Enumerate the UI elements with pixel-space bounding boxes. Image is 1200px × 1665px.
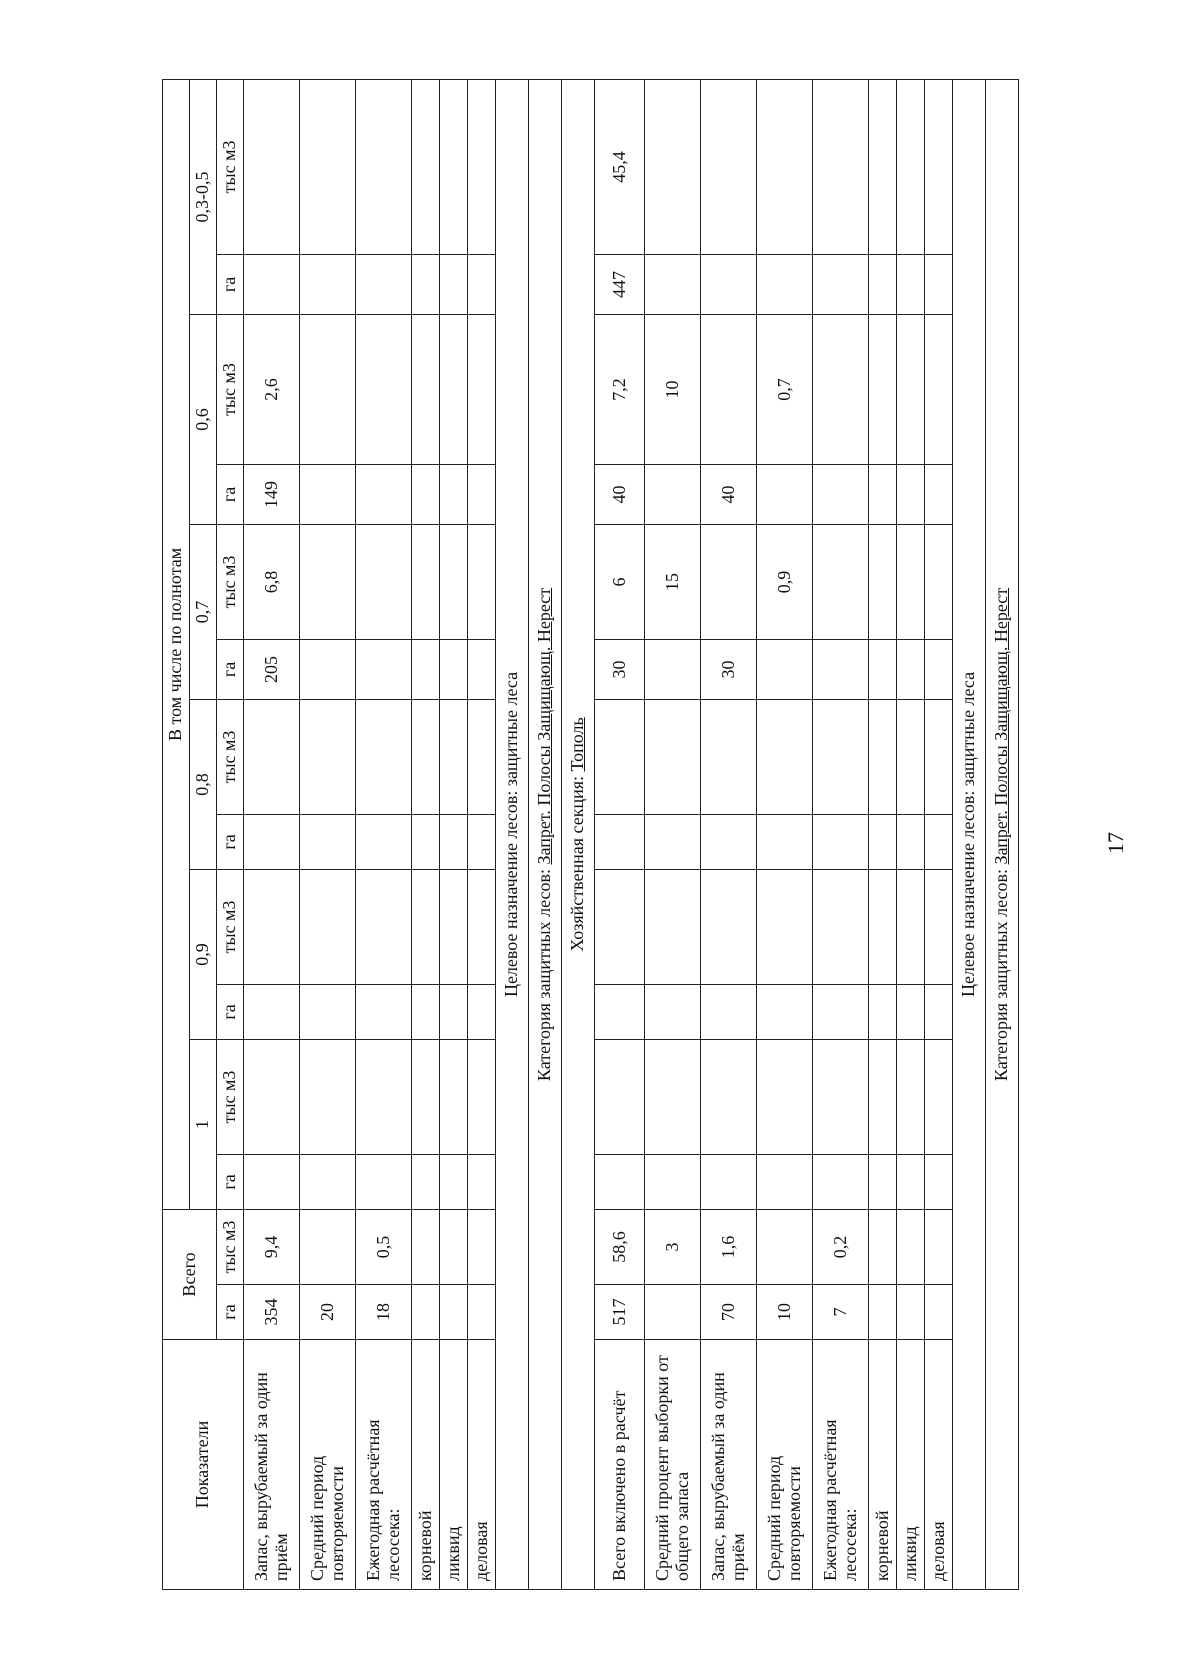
table-cell bbox=[412, 639, 440, 699]
table-cell bbox=[757, 984, 813, 1039]
table-cell bbox=[440, 639, 468, 699]
table-cell: 10 bbox=[757, 1285, 813, 1340]
table-cell bbox=[869, 1039, 897, 1154]
table-cell bbox=[468, 464, 496, 524]
table-cell bbox=[645, 639, 701, 699]
table-cell bbox=[925, 1154, 953, 1209]
table-cell bbox=[645, 1285, 701, 1340]
table-cell bbox=[701, 814, 757, 869]
table-row bbox=[244, 79, 300, 1589]
table-cell bbox=[440, 254, 468, 314]
table-cell bbox=[412, 869, 440, 984]
table-row bbox=[813, 79, 869, 1589]
table-cell bbox=[813, 1039, 869, 1154]
table-cell bbox=[468, 984, 496, 1039]
table-cell: 15 bbox=[645, 524, 701, 639]
row-label: Средний процент выборки от общего запаса bbox=[645, 1340, 701, 1590]
table-cell bbox=[468, 1039, 496, 1154]
section-1-body bbox=[244, 79, 496, 1589]
table-cell bbox=[300, 814, 356, 869]
table-cell bbox=[468, 1285, 496, 1340]
table-cell bbox=[645, 1039, 701, 1154]
unit-vol: тыс м3 bbox=[217, 1209, 244, 1284]
table-cell bbox=[897, 1154, 925, 1209]
table-cell bbox=[244, 79, 300, 254]
table-cell: 18 bbox=[356, 1285, 412, 1340]
row-label: корневой bbox=[412, 1340, 440, 1590]
table-cell bbox=[869, 869, 897, 984]
table-cell bbox=[440, 869, 468, 984]
table-cell bbox=[925, 699, 953, 814]
table-cell bbox=[897, 314, 925, 464]
table-cell bbox=[300, 464, 356, 524]
table-cell bbox=[925, 814, 953, 869]
table-row bbox=[701, 79, 757, 1589]
table-cell bbox=[412, 79, 440, 254]
table-row bbox=[925, 79, 953, 1589]
table-cell bbox=[300, 314, 356, 464]
row-label: деловая bbox=[925, 1340, 953, 1590]
table-cell bbox=[813, 639, 869, 699]
table-cell bbox=[757, 814, 813, 869]
table-cell bbox=[925, 869, 953, 984]
table-row bbox=[869, 79, 897, 1589]
table-cell bbox=[869, 79, 897, 254]
table-cell bbox=[757, 79, 813, 254]
table-cell bbox=[356, 464, 412, 524]
table-cell bbox=[645, 984, 701, 1039]
section-2-heading bbox=[496, 79, 595, 1589]
table-cell bbox=[897, 1209, 925, 1284]
table-cell bbox=[356, 1154, 412, 1209]
density-0-9: 0,9 bbox=[190, 869, 217, 1039]
table-cell bbox=[412, 314, 440, 464]
section-2-body bbox=[595, 79, 953, 1589]
density-0-8: 0,8 bbox=[190, 699, 217, 869]
table-cell bbox=[897, 254, 925, 314]
density-0-3-0-5: 0,3-0,5 bbox=[190, 79, 217, 314]
table-cell bbox=[412, 984, 440, 1039]
table-cell bbox=[468, 869, 496, 984]
table-cell bbox=[925, 1209, 953, 1284]
category-value: Запрет. Полосы Защищающ. Нерест bbox=[534, 587, 555, 865]
table-cell bbox=[244, 814, 300, 869]
table-cell bbox=[813, 524, 869, 639]
table-row bbox=[356, 79, 412, 1589]
econ-prefix: Хозяйственная секция: bbox=[567, 771, 588, 952]
table-cell bbox=[757, 1039, 813, 1154]
table-cell bbox=[869, 254, 897, 314]
table-cell bbox=[356, 524, 412, 639]
table-cell bbox=[356, 79, 412, 254]
table-cell bbox=[757, 254, 813, 314]
table-cell: 58,6 bbox=[595, 1209, 645, 1284]
table-cell bbox=[925, 79, 953, 254]
table-cell bbox=[440, 464, 468, 524]
table-cell bbox=[356, 699, 412, 814]
density-0-6: 0,6 bbox=[190, 314, 217, 524]
table-cell bbox=[440, 79, 468, 254]
table-cell bbox=[300, 869, 356, 984]
table-cell bbox=[813, 869, 869, 984]
table-cell bbox=[925, 524, 953, 639]
table-cell bbox=[813, 464, 869, 524]
econ-value: Тополь bbox=[567, 717, 588, 772]
table-cell bbox=[925, 984, 953, 1039]
table-cell bbox=[645, 869, 701, 984]
table-cell: 6 bbox=[595, 524, 645, 639]
table-cell bbox=[869, 1209, 897, 1284]
rotated-table-wrapper bbox=[162, 80, 1057, 1590]
table-cell bbox=[925, 639, 953, 699]
table-cell bbox=[440, 1039, 468, 1154]
table-cell bbox=[356, 814, 412, 869]
row-label: ликвид bbox=[440, 1340, 468, 1590]
unit-ha: га bbox=[217, 984, 244, 1039]
table-cell bbox=[595, 869, 645, 984]
table-cell bbox=[757, 639, 813, 699]
unit-ha: га bbox=[217, 1285, 244, 1340]
table-cell bbox=[244, 869, 300, 984]
table-cell bbox=[468, 1154, 496, 1209]
table-row bbox=[440, 79, 468, 1589]
table-cell: 9,4 bbox=[244, 1209, 300, 1284]
table-cell bbox=[897, 1039, 925, 1154]
unit-vol: тыс м3 bbox=[217, 524, 244, 639]
row-label: Всего включено в расчёт bbox=[595, 1340, 645, 1590]
table-cell bbox=[412, 1209, 440, 1284]
table-cell bbox=[701, 254, 757, 314]
table-cell bbox=[925, 1039, 953, 1154]
table-cell bbox=[897, 814, 925, 869]
table-cell bbox=[356, 639, 412, 699]
table-cell bbox=[701, 314, 757, 464]
table-cell bbox=[869, 524, 897, 639]
table-cell bbox=[897, 699, 925, 814]
table-row bbox=[412, 79, 440, 1589]
row-label: ликвид bbox=[897, 1340, 925, 1590]
table-cell bbox=[468, 524, 496, 639]
table-cell bbox=[813, 814, 869, 869]
purpose-line: Целевое назначение лесов: защитные леса bbox=[496, 79, 529, 1589]
row-label: деловая bbox=[468, 1340, 496, 1590]
unit-ha: га bbox=[217, 1154, 244, 1209]
table-cell: 0,5 bbox=[356, 1209, 412, 1284]
table-cell: 2,6 bbox=[244, 314, 300, 464]
table-row bbox=[897, 79, 925, 1589]
table-cell bbox=[468, 639, 496, 699]
row-label: корневой bbox=[869, 1340, 897, 1590]
table-cell bbox=[897, 984, 925, 1039]
table-cell bbox=[645, 1154, 701, 1209]
table-cell bbox=[595, 1039, 645, 1154]
table-cell: 70 bbox=[701, 1285, 757, 1340]
table-cell bbox=[701, 1039, 757, 1154]
row-label: Запас, вырубаемый за один приём bbox=[244, 1340, 300, 1590]
table-cell bbox=[645, 464, 701, 524]
table-cell: 447 bbox=[595, 254, 645, 314]
table-cell bbox=[645, 254, 701, 314]
table-cell bbox=[813, 314, 869, 464]
table-cell bbox=[440, 524, 468, 639]
table-cell bbox=[701, 524, 757, 639]
table-cell bbox=[412, 699, 440, 814]
table-cell bbox=[701, 1154, 757, 1209]
table-cell: 20 bbox=[300, 1285, 356, 1340]
row-label: Запас, вырубаемый за один приём bbox=[701, 1340, 757, 1590]
table-cell bbox=[468, 254, 496, 314]
table-cell bbox=[440, 814, 468, 869]
table-cell bbox=[645, 814, 701, 869]
table-cell bbox=[897, 869, 925, 984]
table-cell bbox=[869, 1154, 897, 1209]
table-cell bbox=[440, 699, 468, 814]
unit-vol: тыс м3 bbox=[217, 314, 244, 464]
header-indicators: Показатели bbox=[163, 1340, 244, 1590]
unit-vol: тыс м3 bbox=[217, 1039, 244, 1154]
table-cell bbox=[757, 1209, 813, 1284]
table-cell bbox=[645, 699, 701, 814]
table-cell: 1,6 bbox=[701, 1209, 757, 1284]
table-cell bbox=[440, 1209, 468, 1284]
unit-ha: га bbox=[217, 464, 244, 524]
table-cell bbox=[869, 1285, 897, 1340]
econ-section-line bbox=[562, 79, 595, 1589]
table-cell bbox=[300, 984, 356, 1039]
table-cell bbox=[440, 1285, 468, 1340]
table-cell bbox=[595, 1154, 645, 1209]
density-0-7: 0,7 bbox=[190, 524, 217, 699]
header-total: Всего bbox=[163, 1209, 217, 1339]
table-cell bbox=[869, 984, 897, 1039]
table-cell bbox=[813, 79, 869, 254]
table-cell bbox=[595, 984, 645, 1039]
table-cell bbox=[356, 869, 412, 984]
table-cell bbox=[925, 314, 953, 464]
category-line bbox=[529, 79, 562, 1589]
table-cell: 7,2 bbox=[595, 314, 645, 464]
table-cell bbox=[897, 464, 925, 524]
table-cell bbox=[412, 524, 440, 639]
table-cell bbox=[757, 1154, 813, 1209]
table-cell: 45,4 bbox=[595, 79, 645, 254]
table-cell: 205 bbox=[244, 639, 300, 699]
table-cell bbox=[244, 699, 300, 814]
table-cell: 10 bbox=[645, 314, 701, 464]
table-cell bbox=[595, 699, 645, 814]
table-cell bbox=[813, 1154, 869, 1209]
table-cell: 40 bbox=[595, 464, 645, 524]
table-cell bbox=[869, 464, 897, 524]
table-cell: 0,2 bbox=[813, 1209, 869, 1284]
table-cell bbox=[701, 869, 757, 984]
page-number: 17 bbox=[1103, 832, 1128, 854]
table-cell bbox=[300, 699, 356, 814]
table-cell bbox=[244, 254, 300, 314]
table-cell bbox=[468, 699, 496, 814]
section-3-heading bbox=[953, 79, 1019, 1589]
category-value: Запрет. Полосы Защищающ. Нерест bbox=[991, 587, 1012, 865]
table-cell bbox=[300, 524, 356, 639]
table-cell bbox=[440, 314, 468, 464]
table-row bbox=[757, 79, 813, 1589]
table-row bbox=[468, 79, 496, 1589]
table-cell bbox=[813, 984, 869, 1039]
unit-vol: тыс м3 bbox=[217, 869, 244, 984]
category-line bbox=[986, 79, 1019, 1589]
table-cell bbox=[897, 524, 925, 639]
table-cell bbox=[468, 814, 496, 869]
table-cell bbox=[356, 1039, 412, 1154]
table-cell bbox=[869, 314, 897, 464]
row-label: Ежегодная расчётная лесосека: bbox=[356, 1340, 412, 1590]
table-cell bbox=[757, 699, 813, 814]
table-cell bbox=[412, 1285, 440, 1340]
table-cell bbox=[300, 639, 356, 699]
table-cell bbox=[300, 79, 356, 254]
table-cell bbox=[412, 254, 440, 314]
table-cell bbox=[440, 984, 468, 1039]
category-prefix: Категория защитных лесов: bbox=[991, 864, 1012, 1082]
table-cell bbox=[356, 254, 412, 314]
row-label: Средний период повторяемости bbox=[757, 1340, 813, 1590]
table-cell bbox=[813, 254, 869, 314]
table-cell bbox=[869, 814, 897, 869]
table-cell: 0,9 bbox=[757, 524, 813, 639]
table-cell bbox=[244, 984, 300, 1039]
table-cell: 30 bbox=[595, 639, 645, 699]
table-cell: 517 bbox=[595, 1285, 645, 1340]
table-cell bbox=[468, 1209, 496, 1284]
table-cell bbox=[356, 984, 412, 1039]
table-row bbox=[595, 79, 645, 1589]
table-cell bbox=[897, 639, 925, 699]
table-row bbox=[300, 79, 356, 1589]
table-cell bbox=[813, 699, 869, 814]
unit-vol: тыс м3 bbox=[217, 79, 244, 254]
table-cell: 7 bbox=[813, 1285, 869, 1340]
table-cell: 0,7 bbox=[757, 314, 813, 464]
table-cell bbox=[300, 1209, 356, 1284]
purpose-line: Целевое назначение лесов: защитные леса bbox=[953, 79, 986, 1589]
table-cell bbox=[412, 464, 440, 524]
unit-ha: га bbox=[217, 639, 244, 699]
table-cell bbox=[356, 314, 412, 464]
table-cell bbox=[412, 1154, 440, 1209]
table-cell: 354 bbox=[244, 1285, 300, 1340]
table-cell bbox=[645, 79, 701, 254]
table-cell bbox=[300, 254, 356, 314]
table-cell bbox=[869, 699, 897, 814]
unit-vol: тыс м3 bbox=[217, 699, 244, 814]
row-label: Ежегодная расчётная лесосека: bbox=[813, 1340, 869, 1590]
table-cell bbox=[412, 814, 440, 869]
table-cell bbox=[300, 1154, 356, 1209]
table-cell: 40 bbox=[701, 464, 757, 524]
row-label: Средний период повторяемости bbox=[300, 1340, 356, 1590]
table-cell bbox=[701, 699, 757, 814]
unit-ha: га bbox=[217, 814, 244, 869]
table-cell: 3 bbox=[645, 1209, 701, 1284]
table-cell bbox=[440, 1154, 468, 1209]
category-prefix: Категория защитных лесов: bbox=[534, 864, 555, 1082]
table-cell: 30 bbox=[701, 639, 757, 699]
table-cell bbox=[925, 254, 953, 314]
table-cell bbox=[701, 984, 757, 1039]
forest-cutting-table bbox=[162, 79, 1019, 1590]
table-cell bbox=[925, 464, 953, 524]
table-cell bbox=[757, 464, 813, 524]
table-cell bbox=[757, 869, 813, 984]
table-cell: 149 bbox=[244, 464, 300, 524]
table-cell bbox=[869, 639, 897, 699]
table-cell bbox=[701, 79, 757, 254]
density-1: 1 bbox=[190, 1039, 217, 1209]
header-by-density: В том числе по полнотам bbox=[163, 79, 190, 1209]
table-cell bbox=[300, 1039, 356, 1154]
table-cell bbox=[412, 1039, 440, 1154]
table-cell bbox=[468, 79, 496, 254]
table-cell bbox=[244, 1039, 300, 1154]
table-cell bbox=[468, 314, 496, 464]
table-cell bbox=[244, 1154, 300, 1209]
table-cell: 6,8 bbox=[244, 524, 300, 639]
table-cell bbox=[897, 1285, 925, 1340]
table-cell bbox=[897, 79, 925, 254]
table-cell bbox=[595, 814, 645, 869]
unit-ha: га bbox=[217, 254, 244, 314]
table-row bbox=[645, 79, 701, 1589]
table-cell bbox=[925, 1285, 953, 1340]
